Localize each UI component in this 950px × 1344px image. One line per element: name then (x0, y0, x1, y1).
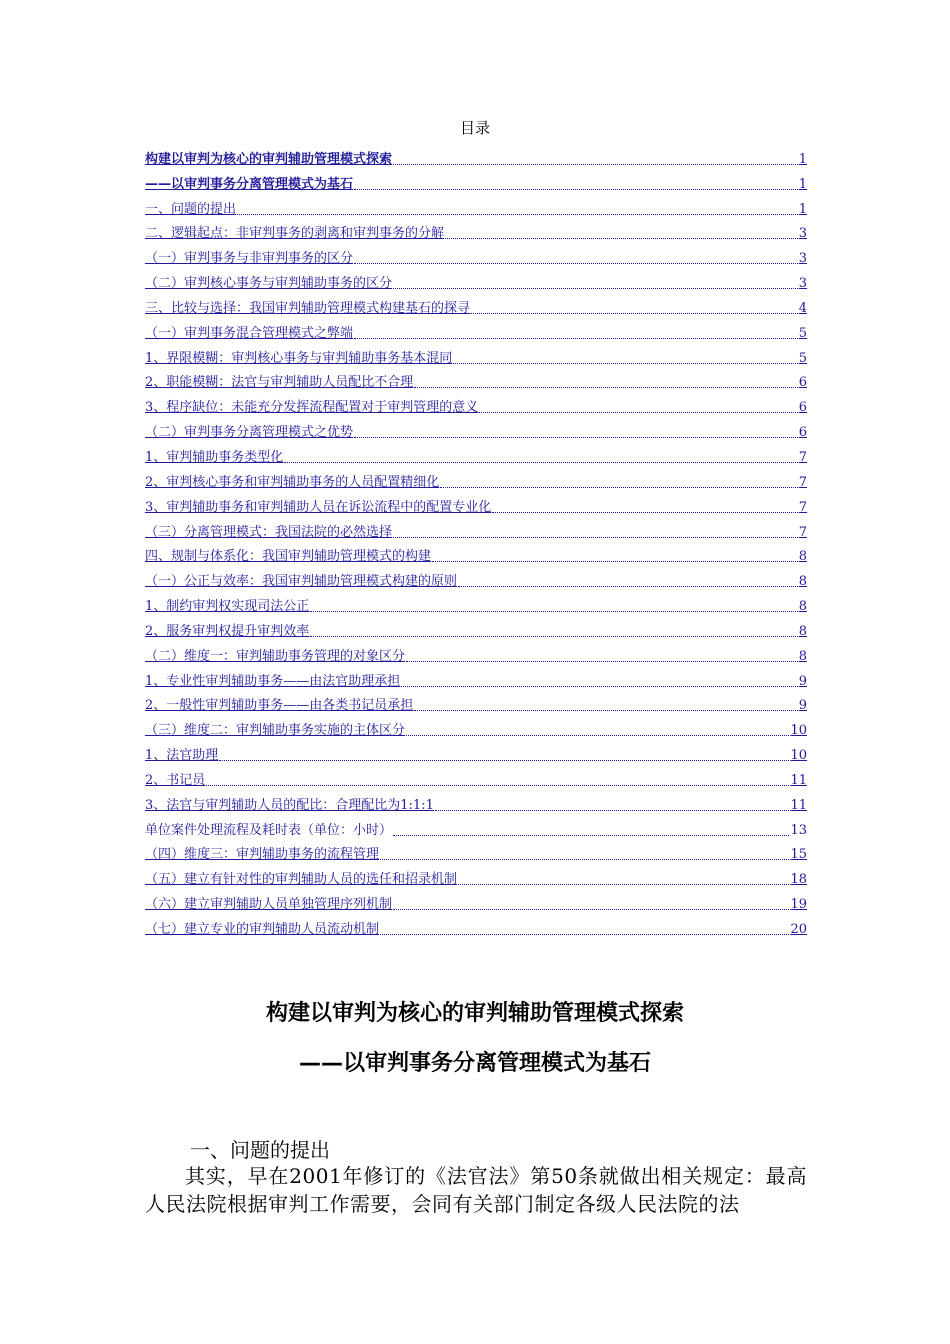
toc-page-number[interactable]: 3 (798, 226, 807, 242)
toc-entry[interactable] (145, 218, 807, 243)
toc-entry-text[interactable]: 3、审判辅助事务和审判辅助人员在诉讼流程中的配置专业化 (145, 499, 492, 515)
toc-entry-text[interactable]: 3、程序缺位：未能充分发挥流程配置对于审判管理的意义 (145, 400, 479, 416)
toc-leader-dots (393, 287, 798, 289)
toc-entry[interactable] (145, 242, 807, 267)
toc-entry[interactable] (145, 714, 807, 739)
toc-entry[interactable] (145, 516, 807, 541)
toc-leader-dots (445, 237, 798, 239)
toc-leader-dots (458, 585, 798, 587)
toc-entry[interactable] (145, 913, 807, 938)
toc-entry[interactable] (145, 814, 807, 839)
toc-entry-text[interactable]: （三）分离管理模式：我国法院的必然选择 (145, 524, 393, 540)
toc-page-number[interactable]: 5 (798, 350, 807, 366)
toc-entry[interactable] (145, 367, 807, 392)
toc-page-number[interactable]: 7 (798, 449, 807, 465)
toc-entry[interactable] (145, 416, 807, 441)
toc-entry-text[interactable]: 2、职能模糊：法官与审判辅助人员配比不合理 (145, 375, 414, 391)
toc-page-number[interactable]: 13 (790, 822, 807, 838)
toc-entry-text[interactable]: 四、规制与体系化：我国审判辅助管理模式的构建 (145, 549, 432, 565)
toc-entry[interactable] (145, 317, 807, 342)
toc-entry-text[interactable]: （七）建立专业的审判辅助人员流动机制 (145, 922, 380, 937)
toc-page-number[interactable]: 11 (790, 797, 807, 813)
toc-page-number[interactable]: 8 (798, 648, 807, 664)
toc-entry-text[interactable]: （一）审判事务与非审判事务的区分 (145, 251, 354, 267)
toc-page-number[interactable]: 8 (798, 599, 807, 615)
toc-leader-dots (435, 809, 790, 811)
toc-leader-dots (471, 312, 798, 314)
toc-page-number[interactable]: 20 (790, 922, 807, 937)
toc-entry-text[interactable]: ——以审判事务分离管理模式为基石 (145, 176, 354, 192)
document-title: 构建以审判为核心的审判辅助管理模式探索 (265, 1001, 684, 1026)
toc-leader-dots (414, 709, 797, 711)
toc-leader-dots (414, 386, 797, 388)
toc-entry[interactable] (145, 839, 807, 864)
toc-leader-dots (354, 436, 798, 438)
toc-page-number[interactable]: 4 (798, 300, 807, 316)
toc-entry-text[interactable]: 1、制约审判权实现司法公正 (145, 599, 310, 615)
toc-entry[interactable] (145, 143, 807, 168)
toc-entry-text[interactable]: （二）审判事务分离管理模式之优势 (145, 425, 354, 441)
toc-entry-text[interactable]: 单位案件处理流程及耗时表（单位：小时） (145, 822, 393, 838)
toc-entry[interactable] (145, 342, 807, 367)
toc-entry-text[interactable]: 一、问题的提出 (145, 201, 237, 217)
toc-page-number[interactable]: 7 (798, 524, 807, 540)
toc-entry-text[interactable]: （五）建立有针对性的审判辅助人员的选任和招录机制 (145, 872, 458, 888)
toc-entry[interactable] (145, 292, 807, 317)
table-of-contents (145, 143, 807, 938)
toc-entry-text[interactable]: 1、界限模糊：审判核心事务与审判辅助事务基本混同 (145, 350, 453, 366)
toc-entry-text[interactable]: 2、服务审判权提升审判效率 (145, 623, 310, 639)
toc-page-number[interactable]: 11 (790, 772, 807, 788)
toc-leader-dots (393, 834, 789, 836)
toc-page-number[interactable]: 1 (798, 176, 807, 192)
toc-entry-text[interactable]: （四）维度三：审判辅助事务的流程管理 (145, 847, 380, 863)
toc-page-number[interactable]: 5 (798, 325, 807, 341)
toc-entry[interactable] (145, 466, 807, 491)
toc-entry[interactable] (145, 888, 807, 913)
toc-page-number[interactable]: 19 (790, 897, 807, 913)
toc-page-number[interactable]: 1 (798, 201, 807, 217)
toc-entry-text[interactable]: 2、审判核心事务和审判辅助事务的人员配置精细化 (145, 474, 440, 490)
toc-entry[interactable] (145, 665, 807, 690)
toc-page-number[interactable]: 8 (798, 549, 807, 565)
toc-leader-dots (380, 933, 789, 935)
toc-leader-dots (479, 411, 797, 413)
toc-page-number[interactable]: 3 (798, 276, 807, 292)
toc-entry-text[interactable]: （一）公正与效率：我国审判辅助管理模式构建的原则 (145, 574, 458, 590)
toc-entry[interactable] (145, 491, 807, 516)
toc-entry-text[interactable]: 二、逻辑起点：非审判事务的剥离和审判事务的分解 (145, 226, 445, 242)
toc-leader-dots (219, 759, 789, 761)
toc-leader-dots (406, 660, 798, 662)
toc-entry[interactable] (145, 615, 807, 640)
toc-leader-dots (354, 337, 798, 339)
toc-leader-dots (440, 486, 797, 488)
toc-leader-dots (380, 858, 789, 860)
toc-entry[interactable] (145, 565, 807, 590)
toc-leader-dots (401, 685, 797, 687)
toc-page-number[interactable]: 6 (798, 400, 807, 416)
toc-leader-dots (393, 908, 789, 910)
toc-page-number[interactable]: 9 (798, 673, 807, 689)
toc-leader-dots (492, 511, 797, 513)
toc-entry-text[interactable]: 1、法官助理 (145, 748, 219, 764)
toc-leader-dots (206, 784, 789, 786)
toc-entry-text[interactable]: 构建以审判为核心的审判辅助管理模式探索 (145, 151, 393, 167)
toc-entry-text[interactable]: 1、专业性审判辅助事务——由法官助理承担 (145, 673, 401, 689)
toc-page-number[interactable]: 18 (790, 872, 807, 888)
toc-title: 目录 (459, 119, 490, 137)
toc-leader-dots (432, 560, 798, 562)
toc-page-number[interactable]: 6 (798, 425, 807, 441)
toc-leader-dots (458, 883, 789, 885)
toc-leader-dots (393, 536, 798, 538)
toc-leader-dots (354, 262, 798, 264)
toc-entry-text[interactable]: 3、法官与审判辅助人员的配比：合理配比为1:1:1 (145, 797, 434, 813)
toc-entry[interactable] (145, 863, 807, 888)
toc-page-number[interactable]: 9 (798, 698, 807, 714)
toc-leader-dots (237, 213, 798, 215)
toc-leader-dots (310, 635, 797, 637)
toc-entry[interactable] (145, 789, 807, 814)
body-paragraph: 其实，早在2001年修订的《法官法》第50条就做出相关规定：最高人民法院根据审判工作需要，会同有关部门制定各级人民法院的法 (145, 1164, 807, 1216)
toc-page-number[interactable]: 8 (798, 623, 807, 639)
section-heading: 一、问题的提出 (190, 1138, 330, 1162)
toc-page-number[interactable]: 7 (798, 474, 807, 490)
toc-entry-text[interactable]: 2、书记员 (145, 772, 206, 788)
toc-entry-text[interactable]: （二）维度一：审判辅助事务管理的对象区分 (145, 648, 406, 664)
toc-page-number[interactable]: 10 (790, 748, 807, 764)
toc-entry[interactable] (145, 764, 807, 789)
document-subtitle: ——以审判事务分离管理模式为基石 (298, 1051, 651, 1076)
toc-page-number[interactable]: 8 (798, 574, 807, 590)
toc-leader-dots (310, 610, 797, 612)
toc-page-number[interactable]: 10 (790, 723, 807, 739)
toc-leader-dots (354, 188, 798, 190)
toc-page-number[interactable]: 15 (790, 847, 807, 863)
toc-page-number[interactable]: 3 (798, 251, 807, 267)
toc-entry[interactable] (145, 690, 807, 715)
toc-page-number[interactable]: 7 (798, 499, 807, 515)
toc-leader-dots (393, 163, 798, 165)
toc-page-number[interactable]: 6 (798, 375, 807, 391)
toc-entry-text[interactable]: （六）建立审判辅助人员单独管理序列机制 (145, 897, 393, 913)
toc-page-number[interactable]: 1 (798, 151, 807, 167)
toc-leader-dots (284, 461, 797, 463)
toc-entry[interactable] (145, 193, 807, 218)
toc-entry[interactable] (145, 441, 807, 466)
toc-entry-text[interactable]: 2、一般性审判辅助事务——由各类书记员承担 (145, 698, 414, 714)
toc-entry[interactable] (145, 739, 807, 764)
toc-entry[interactable] (145, 168, 807, 193)
toc-entry[interactable] (145, 541, 807, 566)
toc-entry-text[interactable]: 三、比较与选择：我国审判辅助管理模式构建基石的探寻 (145, 300, 471, 316)
toc-entry[interactable] (145, 590, 807, 615)
toc-entry-text[interactable]: （三）维度二：审判辅助事务实施的主体区分 (145, 723, 406, 739)
toc-entry[interactable] (145, 391, 807, 416)
toc-leader-dots (406, 734, 789, 736)
toc-entry[interactable] (145, 267, 807, 292)
toc-entry-text[interactable]: （一）审判事务混合管理模式之弊端 (145, 325, 354, 341)
toc-entry[interactable] (145, 640, 807, 665)
toc-entry-text[interactable]: （二）审判核心事务与审判辅助事务的区分 (145, 276, 393, 292)
toc-entry-text[interactable]: 1、审判辅助事务类型化 (145, 449, 284, 465)
toc-leader-dots (453, 362, 797, 364)
